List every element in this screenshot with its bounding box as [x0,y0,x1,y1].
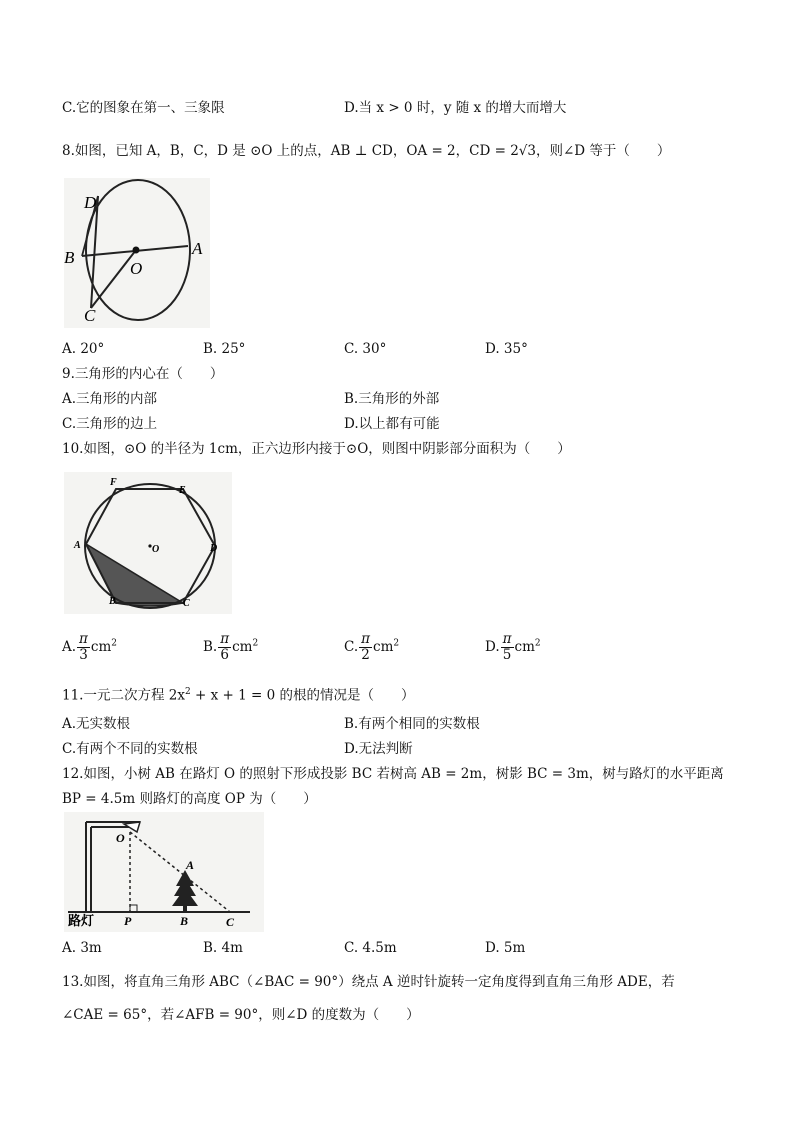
q10-option-d [485,632,541,663]
q12-figure [64,812,264,932]
q10-option-c-num: π [361,631,371,647]
q12-label-o: O [116,831,125,845]
q12-right-angle-mark [130,905,137,912]
q10-figure [64,472,232,614]
q12-tree-bottom [172,888,198,906]
q10-option-b-prefix: B. [203,639,218,655]
q13-stem-line2: ∠CAE = 65°，若∠AFB = 90°，则∠D 的度数为（ ） [62,1007,420,1023]
q12-stem-line2: BP = 4.5m 则路灯的高度 OP 为（ ） [62,791,317,807]
q7-option-c: C.它的图象在第一、三象限 [62,100,225,116]
q10-shaded-region [86,544,183,606]
q8-center-dot [133,247,140,254]
q10-option-a-num: π [79,631,88,647]
q12-label-lamp: 路灯 [68,914,95,929]
q10-option-d-den: 5 [502,647,512,663]
q9-option-c: C.三角形的边上 [62,416,158,432]
q8-label-o: O [130,259,143,278]
q10-label-o: O [152,544,160,555]
q10-label-b: B [109,596,116,607]
q11-stem [62,682,414,706]
q10-option-d-num: π [502,631,512,647]
q11-stem-part2: + x + 1 = 0 的根的情况是（ ） [190,687,415,704]
q10-label-c: C [183,598,190,609]
q7-option-d: D.当 x > 0 时，y 随 x 的增大而增大 [344,100,567,116]
q10-option-b-num: π [220,631,230,647]
q11-stem-sup: 2 [184,687,191,697]
q10-label-d: D [210,543,218,554]
q9-option-a: A.三角形的内部 [62,391,158,407]
q10-option-d-fraction [501,632,514,663]
q10-option-c-prefix: C. [344,639,359,655]
q9-option-b: B.三角形的外部 [344,391,440,407]
q9-option-d: D.以上都有可能 [344,416,440,432]
q10-label-f: F [110,477,117,488]
q12-option-d: D. 5m [485,940,526,956]
q10-label-e: E [179,485,186,496]
q10-option-d-prefix: D. [485,639,500,655]
q10-stem: 10.如图，⊙O 的半径为 1cm，正六边形内接于⊙O，则图中阴影部分面积为（ ） [62,441,571,457]
q8-stem: 8.如图，已知 A，B，C，D 是 ⊙O 上的点，AB ⊥ CD，OA = 2，CD = 2√3，则∠D 等于（ ） [62,143,671,159]
q9-stem: 9.三角形的内心在（ ） [62,366,224,382]
q10-option-b [203,632,258,663]
q10-option-c [344,632,399,663]
q12-stem-line1: 12.如图，小树 AB 在路灯 O 的照射下形成投影 BC 若树高 AB = 2m，树影 BC = 3m，树与路灯的水平距离 [62,766,724,782]
q13-stem-line1: 13.如图，将直角三角形 ABC（∠BAC = 90°）绕点 A 逆时针旋转一定角度得到直角三角形 ADE，若 [62,974,675,990]
q10-option-a-fraction [77,632,90,663]
q8-circle-diagram [64,178,210,328]
q10-option-b-sup: 2 [252,638,259,649]
q8-option-b: B. 25° [203,341,246,357]
q11-stem-part1: 11.一元二次方程 2x [62,687,185,704]
q12-label-p: P [124,914,132,928]
q10-option-a-sup: 2 [111,638,118,649]
q11-option-c: C.有两个不同的实数根 [62,741,198,757]
q10-option-b-fraction [218,632,231,663]
q12-option-a: A. 3m [62,940,102,956]
q10-option-c-den: 2 [361,647,370,663]
q8-label-c: C [84,306,96,325]
q12-streetlight-diagram [64,812,264,932]
q8-label-d: D [84,193,97,212]
q8-option-d: D. 35° [485,341,528,357]
q10-option-b-den: 6 [220,647,229,663]
q10-option-a-den: 3 [79,647,88,663]
q10-option-d-sup: 2 [534,638,541,649]
q12-label-a: A [186,858,195,872]
q12-tree-trunk [183,906,187,912]
q12-option-b: B. 4m [203,940,243,956]
q11-option-d: D.无法判断 [344,741,413,757]
q8-figure [64,178,210,328]
q8-option-a: A. 20° [62,341,105,357]
q8-option-c: C. 30° [344,341,387,357]
q11-option-a: A.无实数根 [62,716,131,732]
q10-option-c-unit: cm [373,639,394,655]
q12-label-c: C [226,915,235,929]
q12-label-b: B [180,914,189,928]
q10-option-a-prefix: A. [62,639,77,655]
q10-label-a: A [74,540,81,551]
q8-label-a: A [192,239,203,258]
q10-option-c-sup: 2 [393,638,400,649]
q10-option-a [62,632,117,663]
q12-option-c: C. 4.5m [344,940,397,956]
q8-label-b: B [64,248,75,267]
q11-option-b: B.有两个相同的实数根 [344,716,480,732]
q10-hexagon-diagram [64,472,232,614]
q10-option-d-unit: cm [514,639,535,655]
q10-option-b-unit: cm [232,639,253,655]
q10-option-c-fraction [359,632,372,663]
q10-option-a-unit: cm [90,639,112,655]
